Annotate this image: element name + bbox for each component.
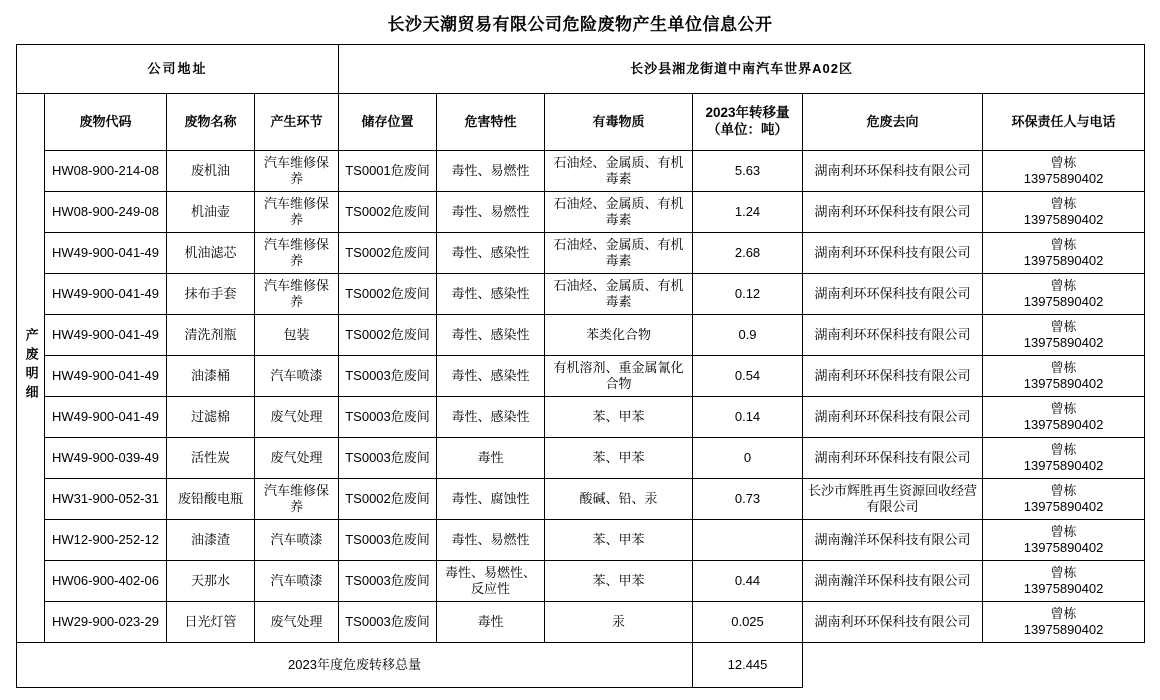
contact-name: 曾栋 [1050,318,1077,334]
cell-stage: 汽车喷漆 [255,356,339,397]
contact-name: 曾栋 [1050,441,1077,457]
cell-name: 机油滤芯 [167,233,255,274]
cell-amount: 0 [693,438,803,479]
cell-code: HW49-900-041-49 [45,356,167,397]
cell-destination: 长沙市辉胜再生资源回收经营有限公司 [803,479,983,520]
address-label: 公司地址 [17,45,339,94]
cell-toxic: 石油烃、金属质、有机毒素 [545,192,693,233]
cell-storage: TS0003危废间 [339,561,437,602]
table-row [17,479,1145,520]
cell-toxic: 苯、甲苯 [545,561,693,602]
cell-toxic: 石油烃、金属质、有机毒素 [545,233,693,274]
cell-name: 油漆渣 [167,520,255,561]
cell-hazard: 毒性、感染性 [437,274,545,315]
cell-storage: TS0003危废间 [339,602,437,643]
cell-code: HW49-900-041-49 [45,233,167,274]
cell-contact [983,438,1145,479]
cell-destination: 湖南利环环保科技有限公司 [803,233,983,274]
table-row [17,192,1145,233]
total-blank-1 [803,643,983,688]
cell-code: HW29-900-023-29 [45,602,167,643]
cell-destination: 湖南利环环保科技有限公司 [803,315,983,356]
cell-toxic: 石油烃、金属质、有机毒素 [545,151,693,192]
cell-stage: 汽车喷漆 [255,520,339,561]
contact-phone: 13975890402 [1023,253,1104,268]
cell-storage: TS0003危废间 [339,520,437,561]
address-row [17,45,1145,94]
cell-code: HW06-900-402-06 [45,561,167,602]
cell-hazard: 毒性 [437,602,545,643]
contact-phone: 13975890402 [1023,212,1104,227]
table-row [17,602,1145,643]
contact-name: 曾栋 [1050,277,1077,293]
col-header-amount-main: 2023年转移量 [705,105,790,121]
cell-code: HW31-900-052-31 [45,479,167,520]
cell-stage: 汽车维修保养 [255,151,339,192]
cell-destination: 湖南利环环保科技有限公司 [803,438,983,479]
cell-destination: 湖南利环环保科技有限公司 [803,602,983,643]
cell-contact [983,151,1145,192]
cell-toxic: 苯、甲苯 [545,520,693,561]
cell-name: 废机油 [167,151,255,192]
contact-phone: 13975890402 [1023,294,1104,309]
cell-stage: 汽车维修保养 [255,274,339,315]
contact-name: 曾栋 [1050,236,1077,252]
col-header-destination: 危废去向 [803,94,983,151]
cell-storage: TS0003危废间 [339,438,437,479]
cell-name: 废铅酸电瓶 [167,479,255,520]
cell-contact [983,274,1145,315]
cell-stage: 汽车维修保养 [255,192,339,233]
cell-toxic: 石油烃、金属质、有机毒素 [545,274,693,315]
cell-storage: TS0003危废间 [339,397,437,438]
cell-amount: 0.025 [693,602,803,643]
cell-amount: 0.14 [693,397,803,438]
cell-toxic: 有机溶剂、重金属氰化合物 [545,356,693,397]
table-row [17,438,1145,479]
total-blank-2 [983,643,1145,688]
cell-storage: TS0002危废间 [339,479,437,520]
cell-toxic: 苯、甲苯 [545,438,693,479]
contact-phone: 13975890402 [1023,335,1104,350]
cell-name: 日光灯管 [167,602,255,643]
cell-name: 过滤棉 [167,397,255,438]
cell-destination: 湖南瀚洋环保科技有限公司 [803,520,983,561]
cell-amount: 0.54 [693,356,803,397]
cell-code: HW49-900-041-49 [45,315,167,356]
total-label: 2023年度危废转移总量 [17,643,693,688]
table-row [17,561,1145,602]
cell-amount: 0.12 [693,274,803,315]
contact-name: 曾栋 [1050,154,1077,170]
col-header-hazard: 危害特性 [437,94,545,151]
cell-name: 清洗剂瓶 [167,315,255,356]
col-header-amount [693,94,803,151]
table-row [17,520,1145,561]
col-header-contact: 环保责任人与电话 [983,94,1145,151]
side-label-waste-detail [17,94,45,643]
contact-phone: 13975890402 [1023,458,1104,473]
cell-code: HW49-900-041-49 [45,274,167,315]
cell-amount: 0.9 [693,315,803,356]
col-header-toxic: 有毒物质 [545,94,693,151]
cell-name: 抹布手套 [167,274,255,315]
cell-code: HW08-900-214-08 [45,151,167,192]
cell-contact [983,356,1145,397]
cell-destination: 湖南瀚洋环保科技有限公司 [803,561,983,602]
cell-hazard: 毒性、易燃性 [437,151,545,192]
contact-name: 曾栋 [1050,564,1077,580]
contact-name: 曾栋 [1050,605,1077,621]
contact-name: 曾栋 [1050,482,1077,498]
col-header-stage: 产生环节 [255,94,339,151]
cell-storage: TS0002危废间 [339,233,437,274]
cell-storage: TS0003危废间 [339,356,437,397]
cell-storage: TS0002危废间 [339,192,437,233]
cell-contact [983,479,1145,520]
cell-code: HW49-900-041-49 [45,397,167,438]
cell-contact [983,561,1145,602]
cell-destination: 湖南利环环保科技有限公司 [803,192,983,233]
contact-name: 曾栋 [1050,523,1077,539]
contact-phone: 13975890402 [1023,622,1104,637]
cell-destination: 湖南利环环保科技有限公司 [803,397,983,438]
cell-hazard: 毒性、腐蚀性 [437,479,545,520]
table-row [17,274,1145,315]
cell-hazard: 毒性、感染性 [437,397,545,438]
cell-destination: 湖南利环环保科技有限公司 [803,356,983,397]
contact-phone: 13975890402 [1023,540,1104,555]
cell-stage: 废气处理 [255,397,339,438]
cell-stage: 汽车维修保养 [255,479,339,520]
cell-hazard: 毒性、感染性 [437,233,545,274]
cell-stage: 汽车喷漆 [255,561,339,602]
cell-stage: 废气处理 [255,438,339,479]
table-row [17,315,1145,356]
cell-name: 机油壶 [167,192,255,233]
waste-disclosure-table [16,44,1145,688]
cell-contact [983,602,1145,643]
cell-contact [983,397,1145,438]
cell-name: 油漆桶 [167,356,255,397]
contact-phone: 13975890402 [1023,499,1104,514]
cell-hazard: 毒性、感染性 [437,356,545,397]
cell-toxic: 汞 [545,602,693,643]
cell-amount: 2.68 [693,233,803,274]
cell-contact [983,192,1145,233]
col-header-amount-unit: （单位：吨） [707,122,789,137]
cell-code: HW49-900-039-49 [45,438,167,479]
cell-amount: 0.44 [693,561,803,602]
cell-code: HW08-900-249-08 [45,192,167,233]
cell-stage: 汽车维修保养 [255,233,339,274]
col-header-storage: 储存位置 [339,94,437,151]
cell-contact [983,315,1145,356]
contact-phone: 13975890402 [1023,171,1104,186]
page-title: 长沙天潮贸易有限公司危险废物产生单位信息公开 [387,15,773,34]
contact-phone: 13975890402 [1023,376,1104,391]
cell-toxic: 酸碱、铅、汞 [545,479,693,520]
cell-stage: 废气处理 [255,602,339,643]
address-value: 长沙县湘龙街道中南汽车世界A02区 [339,45,1145,94]
cell-destination: 湖南利环环保科技有限公司 [803,151,983,192]
cell-code: HW12-900-252-12 [45,520,167,561]
table-row [17,151,1145,192]
cell-hazard: 毒性、易燃性 [437,192,545,233]
cell-storage: TS0002危废间 [339,315,437,356]
cell-destination: 湖南利环环保科技有限公司 [803,274,983,315]
table-row [17,233,1145,274]
contact-phone: 13975890402 [1023,417,1104,432]
contact-phone: 13975890402 [1023,581,1104,596]
contact-name: 曾栋 [1050,195,1077,211]
cell-contact [983,233,1145,274]
contact-name: 曾栋 [1050,359,1077,375]
cell-name: 活性炭 [167,438,255,479]
col-header-code: 废物代码 [45,94,167,151]
cell-storage: TS0001危废间 [339,151,437,192]
cell-hazard: 毒性、易燃性 [437,520,545,561]
cell-amount: 0.73 [693,479,803,520]
cell-hazard: 毒性 [437,438,545,479]
cell-stage: 包装 [255,315,339,356]
cell-name: 天那水 [167,561,255,602]
cell-toxic: 苯、甲苯 [545,397,693,438]
cell-hazard: 毒性、感染性 [437,315,545,356]
cell-toxic: 苯类化合物 [545,315,693,356]
cell-hazard: 毒性、易燃性、反应性 [437,561,545,602]
total-value: 12.445 [693,643,803,688]
total-row [17,643,1145,688]
cell-storage: TS0002危废间 [339,274,437,315]
cell-amount [693,520,803,561]
table-row [17,397,1145,438]
cell-amount: 5.63 [693,151,803,192]
side-label-text: 产废明细 [23,327,39,404]
col-header-name: 废物名称 [167,94,255,151]
cell-amount: 1.24 [693,192,803,233]
cell-contact [983,520,1145,561]
table-row [17,356,1145,397]
contact-name: 曾栋 [1050,400,1077,416]
header-row [17,94,1145,151]
